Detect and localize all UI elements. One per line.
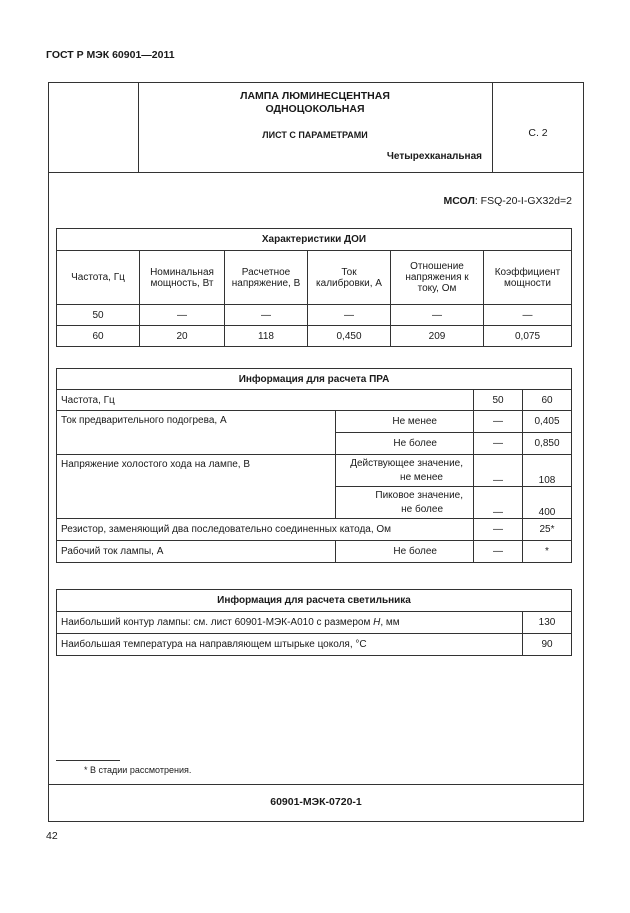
doi-header-cell: Номинальная мощность, Вт	[140, 251, 225, 305]
doi-caption: Характеристики ДОИ	[57, 229, 572, 251]
lum-row1-value: 130	[523, 612, 572, 634]
pra-caption: Информация для расчета ПРА	[57, 369, 572, 390]
table-cell: —	[391, 305, 484, 326]
table-cell: —	[484, 305, 572, 326]
table-cell: 108	[523, 455, 572, 487]
table-cell: 209	[391, 326, 484, 347]
table-cell: 0,075	[484, 326, 572, 347]
table-row	[57, 390, 572, 411]
table-row	[57, 634, 572, 656]
current-cond: Не более	[336, 541, 474, 563]
footer-divider	[49, 784, 583, 785]
table-row	[57, 612, 572, 634]
lum-row1-variable: H	[373, 617, 381, 628]
ocv-rms-label	[336, 455, 474, 487]
doi-header-cell: Ток калибровки, А	[308, 251, 391, 305]
ocv-rms-line1: Действующее значение,	[350, 457, 463, 469]
lamp-title	[138, 90, 492, 116]
preheat-label: Ток предварительного подогрева, А	[57, 411, 336, 455]
table-cell: —	[474, 519, 523, 541]
ocv-peak-line2: не более	[401, 503, 443, 515]
table-row	[57, 541, 572, 563]
lum-row1-unit: , мм	[380, 617, 400, 628]
table-cell: —	[474, 455, 523, 487]
footnote-rule	[56, 760, 120, 761]
title-divider-bottom	[49, 172, 583, 173]
ocv-label: Напряжение холостого хода на лампе, В	[57, 455, 336, 519]
lum-row2-value: 90	[523, 634, 572, 656]
document-header: ГОСТ Р МЭК 60901—2011	[46, 49, 175, 61]
lamp-title-line2: ОДНОЦОКОЛЬНАЯ	[265, 103, 365, 115]
ocv-rms-line2: не менее	[400, 471, 443, 483]
sheet-label: ЛИСТ С ПАРАМЕТРАМИ	[262, 130, 368, 140]
doi-header-cell: Частота, Гц	[57, 251, 140, 305]
msol-designation	[300, 195, 572, 207]
page-number: 42	[46, 830, 58, 842]
table-cell: —	[225, 305, 308, 326]
resistor-label: Резистор, заменяющий два последовательно соединенных катода, Ом	[57, 519, 474, 541]
preheat-min-label: Не менее	[336, 411, 474, 433]
doi-table	[56, 228, 572, 347]
lum-row1-label	[57, 612, 523, 634]
sheet-code: 60901-МЭК-0720-1	[270, 796, 362, 808]
lamp-type: Четырехканальная	[386, 151, 482, 162]
msol-value: : FSQ-20-I-GX32d=2	[474, 195, 572, 207]
ocv-peak-label	[336, 487, 474, 519]
table-cell: 0,405	[523, 411, 572, 433]
ocv-peak-line1: Пиковое значение,	[375, 489, 463, 501]
table-cell: 20	[140, 326, 225, 347]
footnote: * В стадии рассмотрения.	[84, 765, 192, 775]
freq-label: Частота, Гц	[57, 390, 474, 411]
doi-header-cell: Коэффициент мощности	[484, 251, 572, 305]
table-row	[57, 519, 572, 541]
lum-row2-label: Наибольшая температура на направляющем штырьке цоколя, °С	[57, 634, 523, 656]
table-cell: —	[474, 487, 523, 519]
table-cell: —	[140, 305, 225, 326]
preheat-max-label: Не более	[336, 433, 474, 455]
freq-50: 50	[474, 390, 523, 411]
sheet-number: С. 2	[528, 127, 548, 139]
lamp-title-line1: ЛАМПА ЛЮМИНЕСЦЕНТНАЯ	[240, 90, 390, 102]
table-row	[57, 455, 572, 487]
table-cell: 50	[57, 305, 140, 326]
table-cell: —	[474, 411, 523, 433]
table-cell: *	[523, 541, 572, 563]
table-cell: 0,450	[308, 326, 391, 347]
doi-header-cell: Отношение напряжения к току, Ом	[391, 251, 484, 305]
table-cell: —	[474, 541, 523, 563]
table-cell: 118	[225, 326, 308, 347]
doi-header-cell: Расчетное напряжение, В	[225, 251, 308, 305]
table-cell: 60	[57, 326, 140, 347]
table-cell: 400	[523, 487, 572, 519]
table-cell: —	[474, 433, 523, 455]
lum-caption: Информация для расчета светильника	[57, 590, 572, 612]
current-label: Рабочий ток лампы, А	[57, 541, 336, 563]
table-row	[57, 305, 572, 326]
table-row	[57, 411, 572, 433]
lum-row1-label-text: Наибольший контур лампы: см. лист 60901-МЭК-А010 с размером	[61, 617, 374, 628]
luminaire-table	[56, 589, 572, 656]
freq-60: 60	[523, 390, 572, 411]
table-row	[57, 326, 572, 347]
table-cell: 0,850	[523, 433, 572, 455]
msol-label: МСОЛ	[443, 195, 475, 207]
table-cell: 25*	[523, 519, 572, 541]
table-cell: —	[308, 305, 391, 326]
pra-table	[56, 368, 572, 563]
